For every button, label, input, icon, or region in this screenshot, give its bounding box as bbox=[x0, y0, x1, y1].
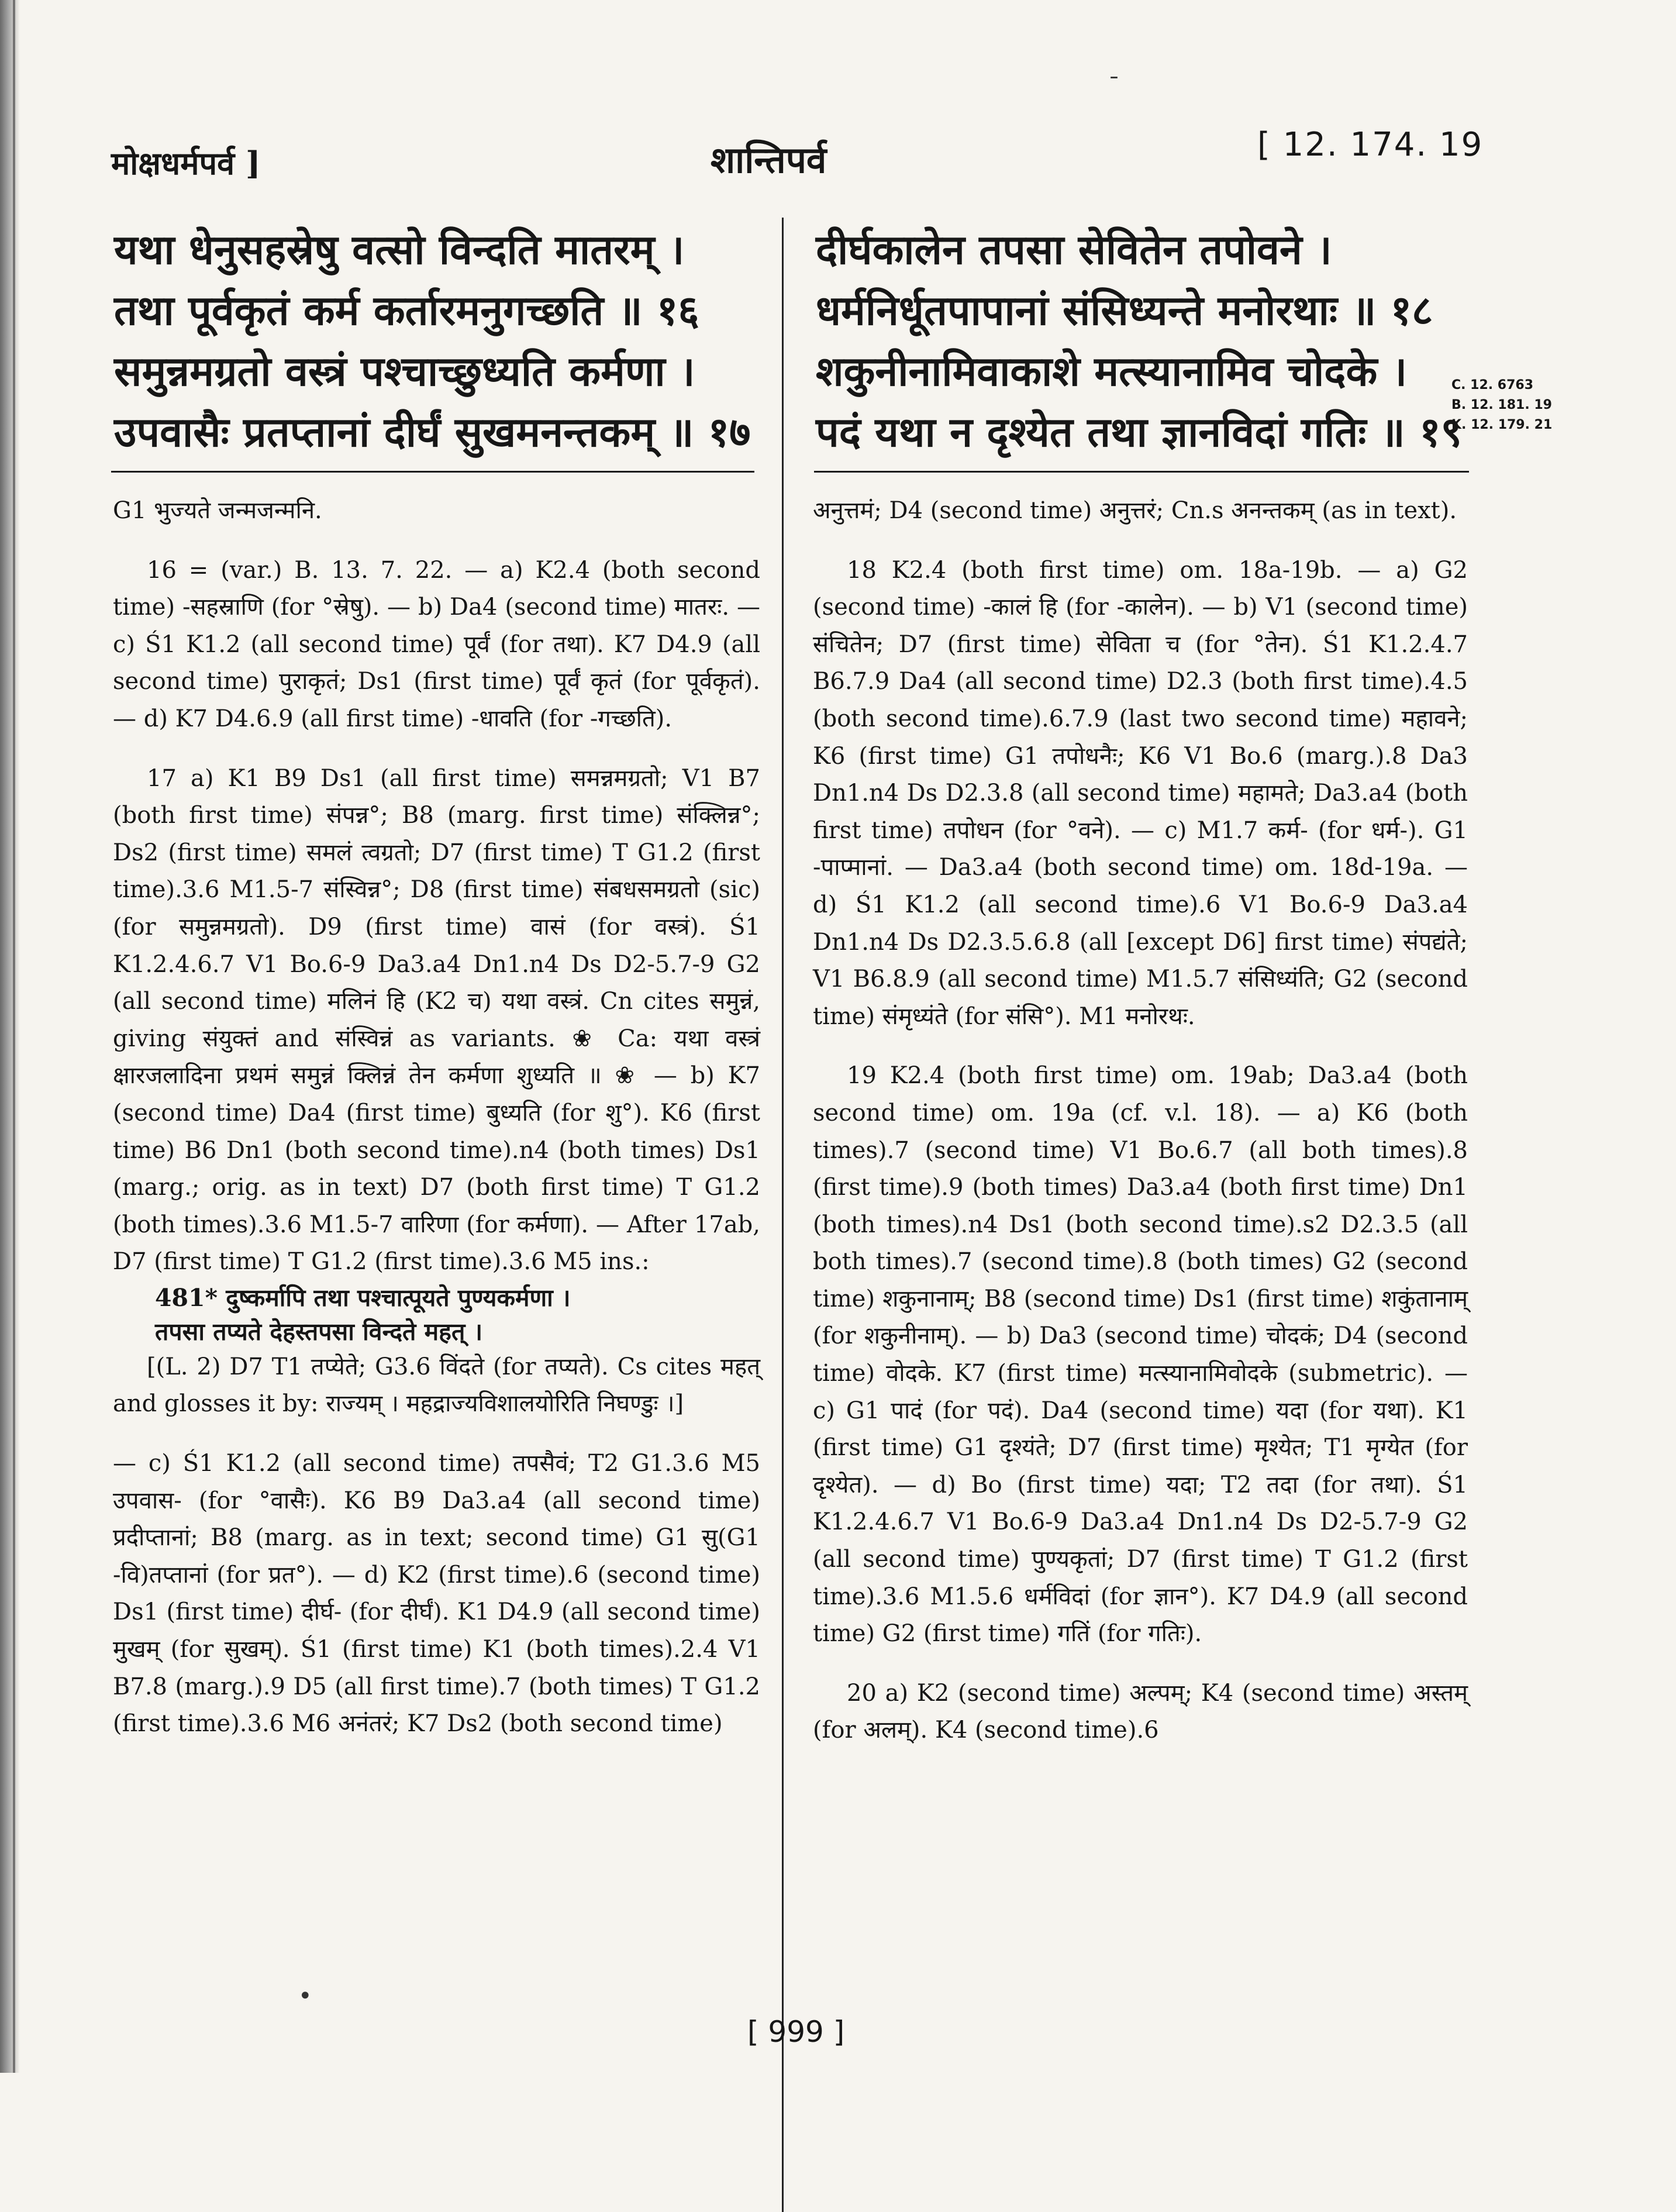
verse-line: धर्मनिर्धूतपापानां संसिध्यन्ते मनोरथाः ॥ १८ bbox=[816, 286, 1433, 335]
insertion-line: 481* दुष्कर्मापि तथा पश्चात्पूयते पुण्यकर्मणा । bbox=[155, 1283, 571, 1312]
rule-right bbox=[814, 471, 1469, 473]
concordance-ref: B. 12. 181. 19 bbox=[1451, 398, 1552, 412]
verses-right bbox=[816, 219, 1462, 463]
header-verse-reference: [ 12. 174. 19 bbox=[1257, 126, 1484, 164]
insertion-note: [(L. 2) D7 T1 तप्येते; G3.6 विंदते (for तप्यते). Cs cites महत् and glosses it by: राज्यम् । महद्राज्यविशालयोरिति निघण्डुः ।] bbox=[113, 1353, 760, 1418]
page-number: [ 999 ] bbox=[747, 2015, 845, 2049]
stray-mark-bottom: • bbox=[298, 1983, 312, 2010]
verse-line: तथा पूर्वकृतं कर्म कर्तारमनुगच्छति ॥ १६ bbox=[114, 286, 699, 335]
note-continuation: — c) Ś1 K1.2 (all second time) तपसैवं; T2 G1.3.6 M5 उपवास- (for °वासैः). K6 B9 Da3.a4 (all second time) प्रदीप्तानां; B8 (marg. as in text; second time) G1 सु(G1 -वि)तप्तानां (for प्रत°). — d) K2 (first time).6 (second time) Ds1 (first time) दीर्घ- (for दीर्घं). K1 D4.9 (all second time) मुखम् (for सुखम्). Ś1 (first time) K1 (both times).2.4 V1 B7.8 (marg.).9 D5 (all first time).7 (both times) T G1.2 (first time).3.6 M6 अनंतरं; K7 Ds2 (both second time) bbox=[113, 1450, 760, 1738]
header-section-title: मोक्षधर्मपर्व ] bbox=[111, 144, 261, 182]
note-paragraph-18: 18 K2.4 (both first time) om. 18a-19b. — a) G2 (second time) -कालं हि (for -कालेन). — b) V1 (second time) संचितेन; D7 (first time) सेविता च (for °तेन). Ś1 K1.2.4.7 B6.7.9 Da4 (all second time) D2.3 (both first time).4.5 (both second time).6.7.9 (last two second time) महावने; K6 (first time) G1 तपोधनैः; K6 V1 Bo.6 (marg.).8 Da3 Dn1.n4 Ds D2.3.8 (all second time) महामते; Da3.a4 (both first time) तपोधन (for °वने). — c) M1.7 कर्म- (for धर्म-). G1 -पाप्मानां. — Da3.a4 (both second time) om. 18d-19a. — d) Ś1 K1.2 (all second time).6 V1 Bo.6-9 Da3.a4 Dn1.n4 Ds D2.3.5.6.8 (all [except D6] first time) संपद्यंते; V1 B6.8.9 (all second time) M1.5.7 संसिध्यंति; G2 (second time) संमृध्यंते (for संसि°). M1 मनोरथः. bbox=[813, 556, 1468, 1030]
concordance-references bbox=[1451, 375, 1552, 435]
column-divider bbox=[782, 218, 784, 2212]
verse-line: दीर्घकालेन तपसा सेवितेन तपोवने । bbox=[816, 225, 1332, 274]
apparatus-left-column bbox=[113, 492, 760, 1743]
rule-left bbox=[111, 471, 754, 473]
note-paragraph-17: 17 a) K1 B9 Ds1 (all first time) समन्नमग्रतो; V1 B7 (both first time) संपन्न°; B8 (marg. first time) संक्लिन्न°; Ds2 (first time) समलं त्वग्रतो; D7 (first time) T G1.2 (first time).3.6 M1.5-7 संस्विन्न°; D8 (first time) संबधसमग्रतो (sic) (for समुन्नमग्रतो). D9 (first time) वासं (for वस्त्रं). Ś1 K1.2.4.6.7 V1 Bo.6-9 Da3.a4 Dn1.n4 Ds D2-5.7-9 G2 (all second time) मलिनं हि (K2 च) यथा वस्त्रं. Cn cites समुन्नं, giving संयुक्तं and संस्विन्नं as variants. ❀ Ca: यथा वस्त्रं क्षारजलादिना प्रथमं समुन्नं क्लिन्नं तेन कर्मणा शुध्यति ॥ ❀ — b) K7 (second time) Da4 (first time) बुध्यति (for शु°). K6 (first time) B6 Dn1 (both second time).n4 (both times) Ds1 (marg.; orig. as in text) D7 (both first time) T G1.2 (both times).3.6 M1.5-7 वारिणा (for कर्मणा). — After 17ab, D7 (first time) T G1.2 (first time).3.6 M5 ins.: bbox=[113, 764, 760, 1276]
stray-mark-top: ˉ bbox=[1108, 73, 1120, 100]
verse-line: शकुनीनामिवाकाशे मत्स्यानामिव चोदके । bbox=[816, 347, 1408, 395]
note-line: अनुत्तमं; D4 (second time) अनुत्तरं; Cn.s अनन्तकम् (as in text). bbox=[813, 497, 1457, 524]
note-line: G1 भुज्यते जन्मजन्मनि. bbox=[113, 497, 322, 524]
concordance-ref: C. 12. 6763 bbox=[1451, 378, 1534, 392]
verse-line: समुन्नमग्रतो वस्त्रं पश्चाच्छुध्यति कर्मणा । bbox=[114, 347, 695, 395]
concordance-ref: K. 12. 179. 21 bbox=[1451, 418, 1553, 432]
verse-line: उपवासैः प्रतप्तानां दीर्घं सुखमनन्तकम् ॥ १७ bbox=[114, 408, 751, 456]
header-book-title: शान्तिपर्व bbox=[711, 139, 827, 181]
verse-line: पदं यथा न दृश्येत तथा ज्ञानविदां गतिः ॥ १९ bbox=[816, 408, 1462, 456]
scan-edge-shadow bbox=[0, 0, 20, 2073]
scan-edge-line bbox=[13, 0, 15, 2073]
apparatus-right-column bbox=[813, 492, 1468, 1749]
note-paragraph-20: 20 a) K2 (second time) अल्पम्; K4 (second time) अस्तम् (for अलम्). K4 (second time).6 bbox=[813, 1679, 1468, 1744]
verses-left bbox=[114, 219, 751, 463]
note-paragraph-19: 19 K2.4 (both first time) om. 19ab; Da3.a4 (both second time) om. 19a (cf. v.l. 18). — a) K6 (both times).7 (second time) V1 Bo.6.7 (all both times).8 (first time).9 (both times) Da3.a4 (both first time) Dn1 (both times).n4 Ds1 (both second time).s2 D2.3.5 (all both times).7 (second time).8 (both times) G2 (second time) शकुनानाम्; B8 (second time) Ds1 (first time) शकुंतानाम् (for शकुनीनाम्). — b) Da3 (second time) चोदकं; D4 (second time) वोदके. K7 (first time) मत्स्यानामिवोदके (submetric). — c) G1 पादं (for पदं). Da4 (second time) यदा (for यथा). K1 (first time) G1 दृश्यंते; D7 (first time) मृश्येत; T1 मृग्येत (for दृश्येत). — d) Bo (first time) यदा; T2 तदा (for तथा). Ś1 K1.2.4.6.7 V1 Bo.6-9 Da3.a4 Dn1.n4 Ds D2-5.7-9 G2 (all second time) पुण्यकृतां; D7 (first time) T G1.2 (first time).3.6 M1.5.6 धर्मविदां (for ज्ञान°). K7 D4.9 (all second time) G2 (first time) गतिं (for गतिः). bbox=[813, 1062, 1468, 1648]
note-paragraph-16: 16 = (var.) B. 13. 7. 22. — a) K2.4 (both second time) -सहस्राणि (for °स्रेषु). — b) Da4 (second time) मातरः. — c) Ś1 K1.2 (all second time) पूर्वं (for तथा). K7 D4.9 (all second time) पुराकृतं; Ds1 (first time) पूर्वं कृतं (for पूर्वकृतं). — d) K7 D4.6.9 (all first time) -धावति (for -गच्छति). bbox=[113, 556, 760, 732]
verse-line: यथा धेनुसहस्रेषु वत्सो विन्दति मातरम् । bbox=[114, 225, 685, 274]
insertion-line: तपसा तप्यते देहस्तपसा विन्दते महत् । bbox=[155, 1317, 483, 1346]
